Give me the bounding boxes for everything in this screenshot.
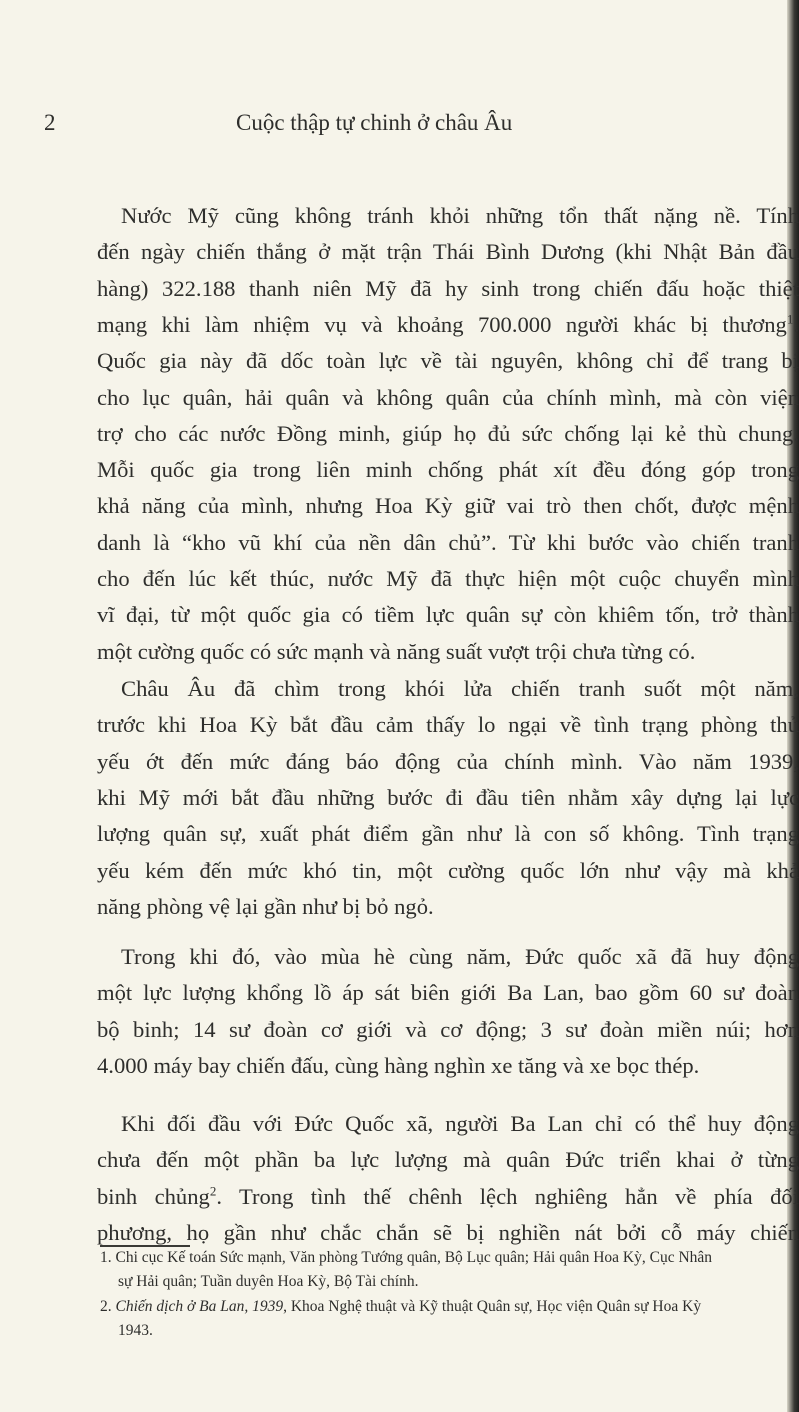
text-segment: . Trong tình thế chênh lệch nghiêng hẳn về phía đối (216, 1183, 799, 1209)
paragraph-1-line (97, 234, 799, 270)
running-title: Cuộc thập tự chinh ở châu Âu (236, 110, 513, 135)
paragraph-1-line (97, 634, 799, 670)
footnote-1-line-2: sự Hải quân; Tuần duyên Hoa Kỳ, Bộ Tài chính. (118, 1273, 419, 1290)
paragraph-3-line (97, 1048, 799, 1084)
footnote-reference: 1 (786, 311, 794, 327)
paragraph-3-line (121, 939, 799, 975)
text-segment: đến ngày chiến thắng ở mặt trận Thái Bình Dương (khi Nhật Bản đầu (97, 239, 799, 265)
text-segment: Khi đối đầu với Đức Quốc xã, người Ba Lan chỉ có thể huy động (121, 1111, 799, 1136)
paragraph-1-line (97, 525, 799, 561)
text-segment: lượng quân sự, xuất phát điểm gần như là con số không. Tình trạng (97, 821, 799, 847)
paragraph-1-line (97, 307, 799, 343)
footnote-2-cited-title: Chiến dịch ở Ba Lan, 1939 (115, 1298, 284, 1315)
text-segment: cho đến lúc kết thúc, nước Mỹ đã thực hiện một cuộc chuyển mình (97, 566, 799, 591)
text-segment: mạng khi làm nhiệm vụ và khoảng 700.000 người khác bị thương (97, 311, 787, 337)
text-segment: trước khi Hoa Kỳ bắt đầu cảm thấy lo ngại về tình trạng phòng thủ (97, 712, 799, 738)
paragraph-1-line (97, 416, 799, 452)
paragraph-1-line (97, 561, 799, 597)
text-segment: Nước Mỹ cũng không tránh khỏi những tổn thất nặng nề. Tính (121, 203, 799, 228)
footnote-2-text: , Khoa Nghệ thuật và Kỹ thuật Quân sự, Học viện Quân sự Hoa Kỳ (283, 1298, 702, 1315)
paragraph-1-line (97, 488, 799, 524)
paragraph-2-line (97, 889, 799, 925)
text-segment: yếu ớt đến mức đáng báo động của chính mình. Vào năm 1939, (97, 748, 799, 774)
paragraph-4-line (97, 1142, 799, 1178)
text-segment: yếu kém đến mức khó tin, một cường quốc lớn như vậy mà khả (97, 857, 799, 883)
footnote-reference: 2 (209, 1183, 217, 1199)
text-segment: vĩ đại, từ một quốc gia có tiềm lực quân sự còn khiêm tốn, trở thành (97, 602, 799, 628)
text-segment: cho lục quân, hải quân và không quân của chính mình, mà còn viện (97, 384, 799, 410)
paragraph-1-line (97, 271, 799, 307)
text-segment: 4.000 máy bay chiến đấu, cùng hàng nghìn xe tăng và xe bọc thép. (97, 1052, 700, 1078)
paragraph-1-line (97, 343, 799, 379)
footnote-2-line-2: 1943. (118, 1322, 153, 1339)
text-segment: năng phòng vệ lại gần như bị bỏ ngỏ. (97, 893, 434, 919)
text-segment: hàng) 322.188 thanh niên Mỹ đã hy sinh trong chiến đấu hoặc thiệt (97, 275, 799, 301)
text-segment: Mỗi quốc gia trong liên minh chống phát xít đều đóng góp trong (97, 457, 799, 483)
footnote-2-line-1 (100, 1295, 701, 1319)
text-segment: Trong khi đó, vào mùa hè cùng năm, Đức quốc xã đã huy động (121, 944, 799, 969)
footnote-1-line-1: 1. Chi cục Kế toán Sức mạnh, Văn phòng Tướng quân, Bộ Lục quân; Hải quân Hoa Kỳ, Cục Nhân (100, 1249, 713, 1266)
paragraph-2-line (97, 707, 799, 743)
text-segment: bộ binh; 14 sư đoàn cơ giới và cơ động; 3 sư đoàn miền núi; hơn (97, 1016, 799, 1042)
paragraph-2-line (97, 816, 799, 852)
text-segment: trợ cho các nước Đồng minh, giúp họ đủ sức chống lại kẻ thù chung. (97, 420, 799, 446)
text-segment: khi Mỹ mới bắt đầu những bước đi đầu tiên nhằm xây dựng lại lực (97, 784, 799, 810)
paragraph-4-line (121, 1106, 799, 1142)
paragraph-2-line (97, 853, 799, 889)
text-segment: . (793, 311, 799, 337)
paragraph-1-line (97, 597, 799, 633)
paragraph-2-line (97, 744, 799, 780)
paragraph-3-line (97, 975, 799, 1011)
text-segment: chưa đến một phần ba lực lượng mà quân Đức triển khai ở từng (97, 1147, 799, 1173)
paragraph-1-line (121, 198, 799, 234)
text-segment: danh là “kho vũ khí của nền dân chủ”. Từ khi bước vào chiến tranh (97, 529, 799, 555)
paragraph-2-line (121, 671, 799, 707)
page-number: 2 (44, 110, 56, 135)
text-segment: khả năng của mình, nhưng Hoa Kỳ giữ vai trò then chốt, được mệnh (97, 493, 799, 519)
paragraph-4-line (97, 1179, 799, 1215)
text-segment: một cường quốc có sức mạnh và năng suất vượt trội chưa từng có. (97, 638, 696, 664)
paragraph-2-line (97, 780, 799, 816)
footnote-2-number: 2. (100, 1298, 112, 1315)
paragraph-3-line (97, 1012, 799, 1048)
paragraph-1-line (97, 452, 799, 488)
paragraph-1-line (97, 380, 799, 416)
text-segment: Châu Âu đã chìm trong khói lửa chiến tranh suốt một năm, (121, 676, 799, 701)
text-segment: binh chủng (97, 1183, 210, 1209)
text-segment: phương, họ gần như chắc chắn sẽ bị nghiền nát bởi cỗ máy chiến (97, 1219, 799, 1245)
text-segment: Quốc gia này đã dốc toàn lực về tài nguyên, không chỉ để trang bị (97, 348, 799, 374)
text-segment: một lực lượng khổng lồ áp sát biên giới Ba Lan, bao gồm 60 sư đoàn (97, 980, 799, 1006)
